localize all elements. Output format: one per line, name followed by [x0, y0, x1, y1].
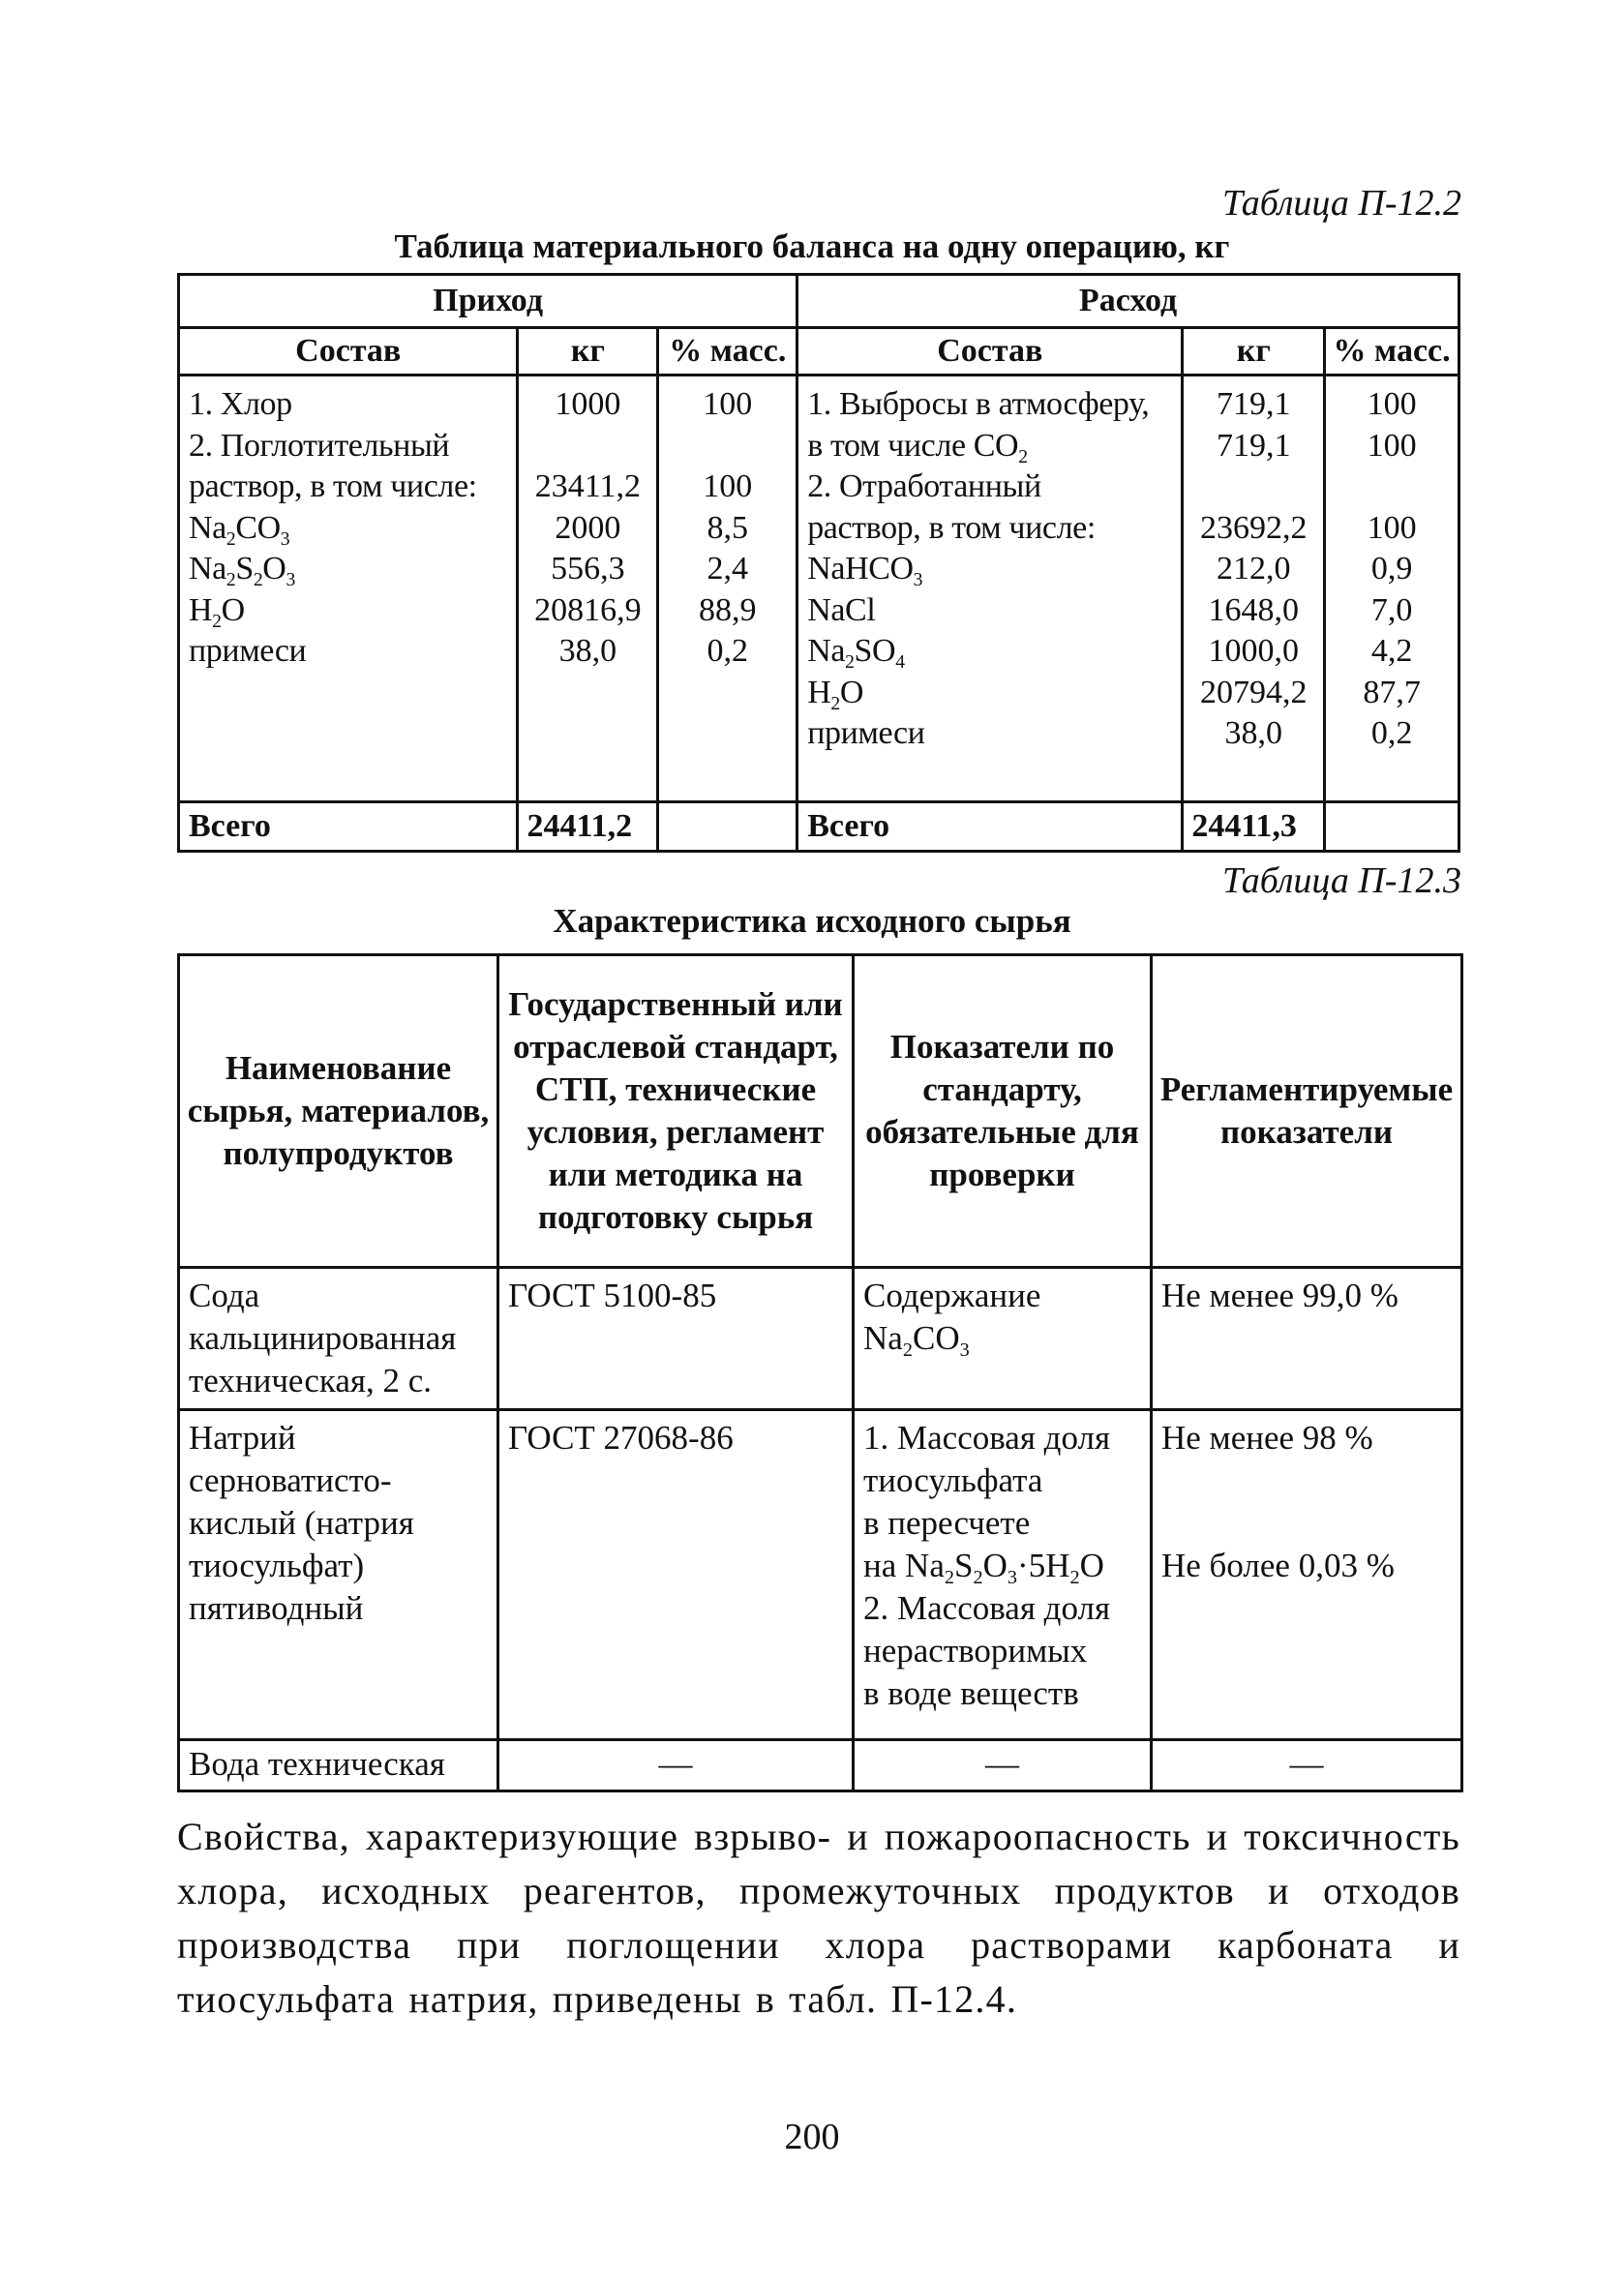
table-cell: [1152, 1410, 1462, 1740]
table-cell: $Na_2S_2O_3$: [189, 551, 295, 590]
table-cell: примеси: [189, 633, 307, 669]
column-header: % масс.: [658, 328, 797, 376]
table-cell: 0,2: [707, 633, 749, 669]
table-cell: 0,9: [1370, 551, 1413, 587]
table-title: Таблица материального баланса на одну операцию, кг: [394, 227, 1230, 265]
table-cell: 4,2: [1370, 633, 1413, 669]
column-header: Регламентируемые показатели: [1152, 955, 1462, 1268]
table-cell: $Na_2CO_3$: [189, 509, 290, 550]
body-paragraph: Свойства, характеризующие взрыво- и пожароопасность и токсичность хлора, исходных реагентов, промежуточных продуктов и отходов производства при поглощении хлора растворами карбоната и тиосульфата натрия, приведены в табл. П-12.4.: [177, 1815, 1460, 2021]
column-header: Государственный или отраслевой стандарт, СТП, технические условия, регламент или методика на подготовку сырья: [498, 955, 854, 1268]
table-cell: NaCl: [807, 591, 876, 628]
table-cell: [498, 1740, 854, 1791]
table-cell: кальцинированная: [189, 1319, 457, 1357]
table-cell: Не более 0,03 %: [1161, 1547, 1395, 1584]
table-cell: Не менее 98 %: [1161, 1419, 1373, 1457]
table-row: [179, 1740, 1462, 1791]
table-row: [179, 1410, 1462, 1740]
outcome-pct-cell: [1325, 376, 1459, 802]
column-header: Состав: [797, 328, 1183, 376]
page-number: 200: [784, 2117, 840, 2157]
table-cell: в воде веществ: [863, 1674, 1079, 1712]
table-cell: тиосульфат): [189, 1547, 365, 1584]
table-cell: в пересчете: [863, 1504, 1031, 1542]
column-header: кг: [518, 328, 658, 376]
outcome-composition-cell: [797, 376, 1183, 802]
income-kg-cell: [518, 376, 658, 802]
table-cell: 719,1: [1217, 386, 1291, 422]
table-cell: кислый (натрия: [189, 1504, 414, 1542]
table-cell: 100: [703, 386, 753, 422]
income-composition-cell: [179, 376, 518, 802]
table-cell: 20816,9: [534, 591, 642, 628]
table-cell: 100: [1367, 386, 1417, 422]
table-cell: раствор, в том числе:: [807, 509, 1096, 546]
table-cell: 2,4: [707, 551, 749, 587]
table-cell: [179, 1410, 498, 1740]
table-cell: NaHCO$_3$: [807, 551, 923, 590]
column-header: % масс.: [1325, 328, 1459, 376]
table-cell: [1325, 802, 1459, 852]
table-cell: ГОСТ 27068-86: [508, 1419, 734, 1457]
table-cell: серноватисто-: [189, 1461, 392, 1499]
table-cell: 100: [1367, 509, 1417, 546]
table-cell: 23692,2: [1200, 509, 1308, 546]
table-cell: 100: [1367, 427, 1417, 464]
table-cell: 2000: [555, 509, 621, 546]
table-cell: 212,0: [1217, 551, 1291, 587]
table-cell: [179, 1268, 498, 1410]
table-cell: 0,2: [1370, 715, 1413, 751]
table-cell: $Na_2CO_3$: [863, 1319, 970, 1362]
table-cell: Сода: [189, 1277, 260, 1314]
table-cell: Не менее 99,0 %: [1161, 1277, 1398, 1314]
table-cell: [1326, 466, 1458, 508]
table-cell: —: [1289, 1745, 1324, 1783]
table-cell: 1. Массовая доля: [863, 1419, 1111, 1457]
column-header: Показатели по стандарту, обязательные для проверки: [854, 955, 1152, 1268]
table-cell: [1152, 1268, 1462, 1410]
table-cell: 7,0: [1370, 591, 1413, 628]
table-cell: $H_2O$: [189, 591, 245, 632]
table-cell: 1. Выбросы в атмосферу,: [807, 386, 1150, 422]
column-header: Наименование сырья, материалов, полупродуктов: [179, 955, 498, 1268]
income-pct-cell: [658, 376, 797, 802]
table-cell: 87,7: [1363, 674, 1421, 710]
table-cell: —: [658, 1745, 693, 1783]
table-cell: 100: [703, 468, 753, 504]
table-cell: Натрий: [189, 1419, 296, 1457]
table-cell: [519, 426, 656, 467]
raw-materials-table: [177, 953, 1463, 1792]
table-cell: ГОСТ 5100-85: [508, 1277, 717, 1314]
table-cell: 2. Поглотительный: [189, 427, 450, 464]
table-cell: в том числе $CO_2$: [807, 427, 1028, 467]
table-cell: примеси: [807, 715, 925, 751]
table-cell: на $Na_2S_2O_3\cdot 5H_2O$: [863, 1547, 1104, 1589]
table-title: Характеристика исходного сырья: [553, 902, 1071, 940]
outcome-kg-cell: [1183, 376, 1325, 802]
table-cell: $H_2O$: [807, 674, 863, 714]
table-row: [179, 1268, 1462, 1410]
table-cell: [854, 1410, 1152, 1740]
table-cell: 38,0: [558, 633, 617, 669]
table-cell: [658, 802, 797, 852]
total-label: Всего: [797, 802, 1183, 852]
table-cell: Вода техническая: [189, 1745, 445, 1783]
table-cell: 1. Хлор: [189, 386, 292, 422]
table-cell: 719,1: [1217, 427, 1291, 464]
table-cell: 1000,0: [1208, 633, 1299, 669]
table-cell: нерастворимых: [863, 1632, 1088, 1670]
table-cell: 38,0: [1224, 715, 1282, 751]
column-header: кг: [1183, 328, 1325, 376]
total-label: Всего: [179, 802, 518, 852]
table-cell: 2. Массовая доля: [863, 1589, 1111, 1627]
table-cell: 1648,0: [1208, 591, 1299, 628]
table-cell: [659, 426, 796, 467]
table-cell: —: [985, 1745, 1019, 1783]
table-cell: 1000: [555, 386, 621, 422]
table-cell: [179, 1740, 498, 1791]
table-cell: 88,9: [699, 591, 757, 628]
table-cell: 2. Отработанный: [807, 468, 1041, 504]
table-cell: [854, 1740, 1152, 1791]
outcome-group-header: Расход: [797, 275, 1459, 328]
material-balance-table: [177, 273, 1460, 853]
table-label: Таблица П-12.3: [1221, 860, 1461, 901]
table-cell: раствор, в том числе:: [189, 468, 477, 504]
table-cell: техническая, 2 с.: [189, 1362, 433, 1399]
table-cell: [1184, 466, 1323, 508]
table-cell: 556,3: [551, 551, 625, 587]
table-cell: 8,5: [707, 509, 749, 546]
table-cell: [498, 1268, 854, 1410]
table-cell: Содержание: [863, 1277, 1041, 1314]
table-cell: тиосульфата: [863, 1461, 1043, 1499]
table-cell: пятиводный: [189, 1589, 364, 1627]
column-header: Состав: [179, 328, 518, 376]
total-outcome: 24411,3: [1183, 802, 1325, 852]
total-income: 24411,2: [518, 802, 658, 852]
table-cell: 20794,2: [1200, 674, 1308, 710]
table-cell: [1152, 1740, 1462, 1791]
table-cell: $Na_2SO_4$: [807, 633, 905, 673]
income-group-header: Приход: [179, 275, 797, 328]
table-label: Таблица П-12.2: [1221, 183, 1461, 224]
table-cell: [854, 1268, 1152, 1410]
table-cell: [498, 1410, 854, 1740]
table-cell: 23411,2: [534, 468, 642, 504]
